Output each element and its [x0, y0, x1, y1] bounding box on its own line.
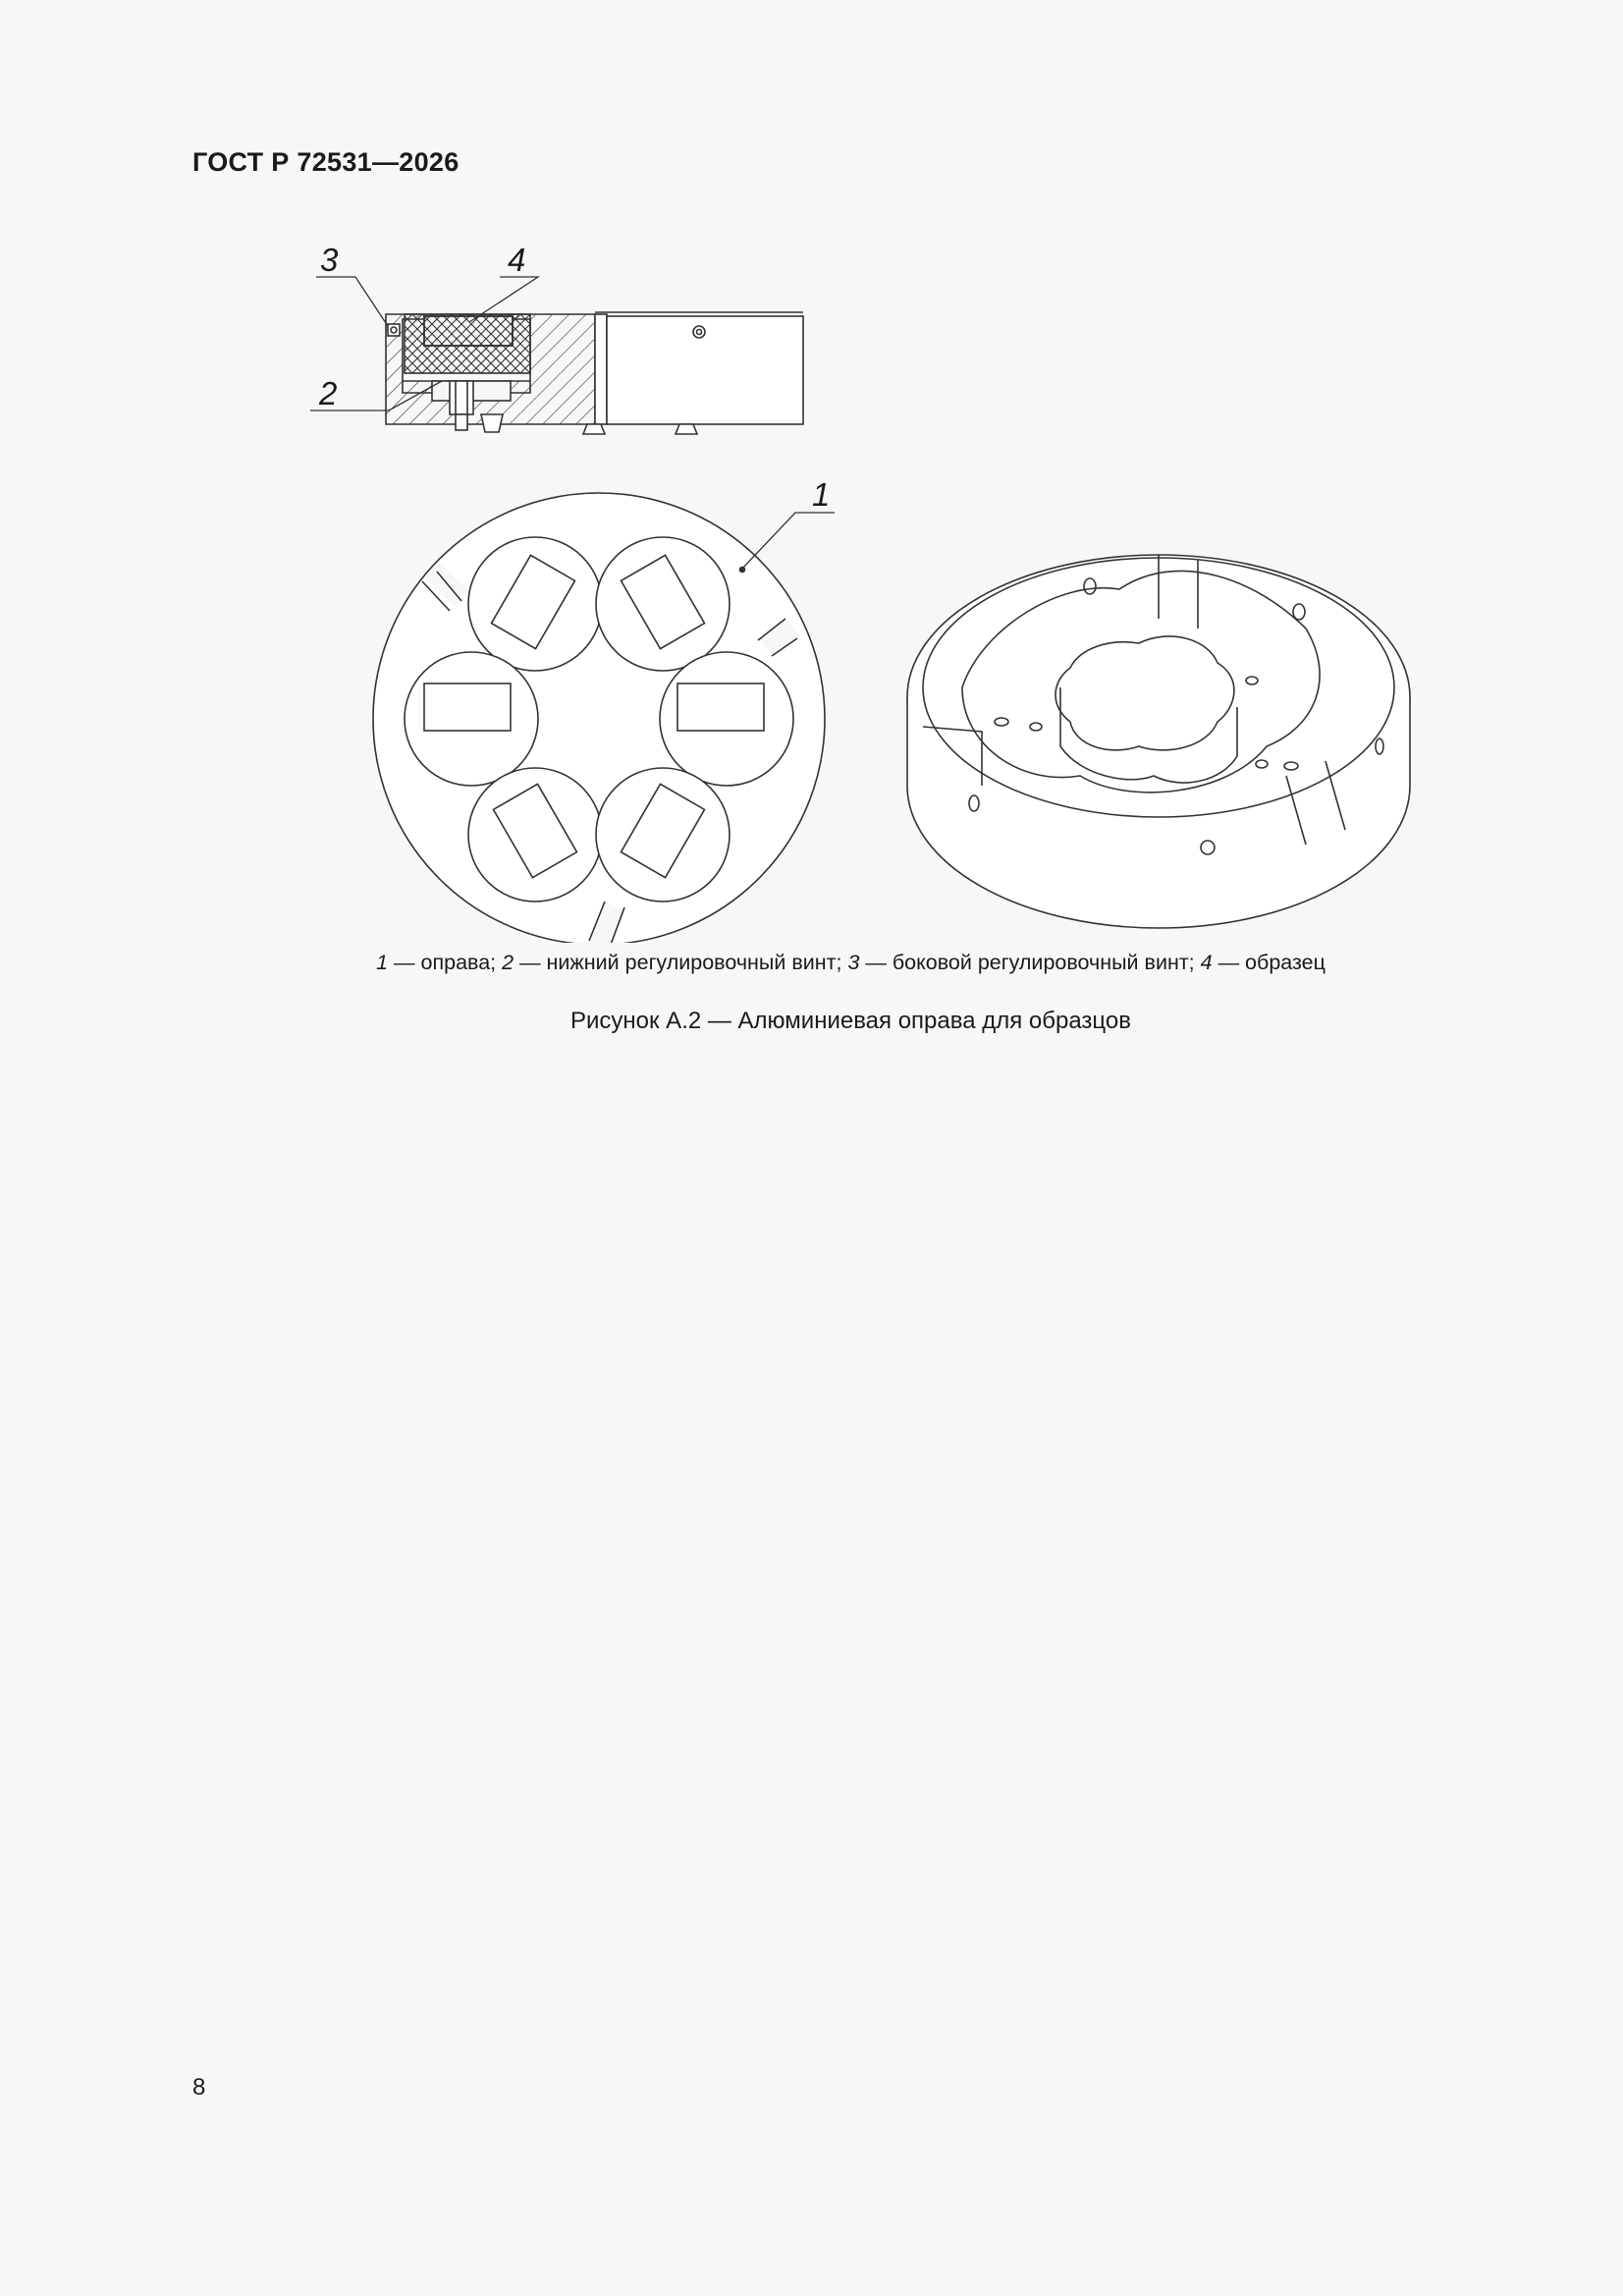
legend-text-3: — боковой регулировочный винт; [859, 951, 1201, 974]
side-screw [388, 324, 400, 336]
figure-caption: Рисунок А.2 — Алюминиевая оправа для образцов [570, 1008, 1131, 1034]
legend-text-2: — нижний регулировочный винт; [514, 951, 848, 974]
legend-text-1: — оправа; [388, 951, 503, 974]
callout-2: 2 [319, 375, 338, 411]
legend-num-2: 2 [502, 951, 514, 974]
legend-num-1: 1 [376, 951, 389, 974]
figure-a2-drawing [0, 0, 1623, 943]
callout-1: 1 [812, 476, 831, 513]
section-view [310, 277, 803, 434]
document-header: ГОСТ Р 72531—2026 [192, 147, 460, 177]
page-number: 8 [192, 2074, 206, 2101]
lower-screw [450, 381, 473, 414]
callout-4: 4 [508, 242, 526, 278]
legend-num-4: 4 [1200, 951, 1213, 974]
plan-view [373, 493, 835, 943]
legend-num-3: 3 [847, 951, 860, 974]
legend-text-4: — образец [1212, 951, 1325, 974]
isometric-view [907, 555, 1410, 928]
callout-3: 3 [320, 242, 339, 278]
figure-legend [0, 951, 1623, 975]
